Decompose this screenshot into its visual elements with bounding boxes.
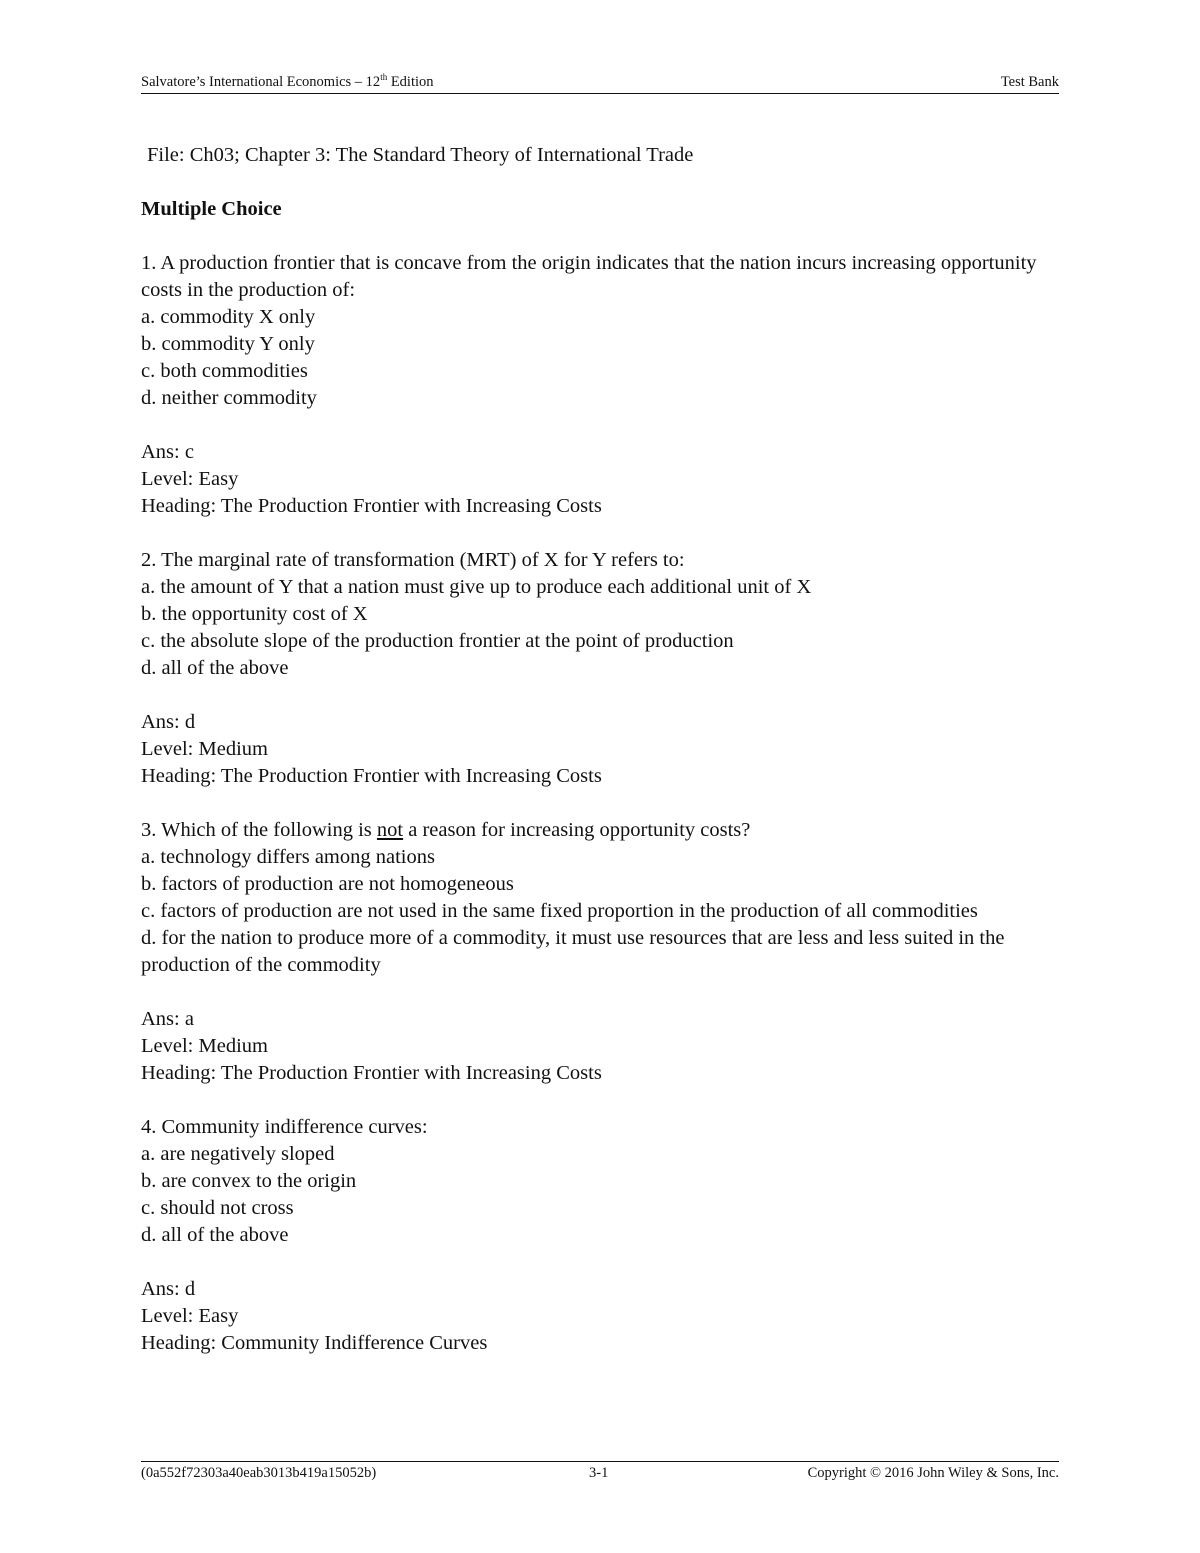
stem-part: a reason for increasing opportunity costs? [403,819,751,841]
answer-block-3 [141,1006,1071,1087]
page-number: 3-1 [589,1465,609,1481]
page-header [141,71,1059,94]
option-c: c. the absolute slope of the production frontier at the point of production [141,630,734,652]
header-title-sup: th [380,72,388,83]
option-d: d. neither commodity [141,387,317,409]
option-d: d. all of the above [141,657,289,679]
heading: Heading: The Production Frontier with Increasing Costs [141,1062,602,1084]
option-b: b. factors of production are not homogeneous [141,873,514,895]
level: Level: Easy [141,468,239,490]
answer: Ans: d [141,711,196,733]
question-stem: 2. The marginal rate of transformation (MRT) of X for Y refers to: [141,549,685,571]
page-footer [141,1461,1059,1482]
header-test-bank: Test Bank [1000,74,1059,90]
stem-underlined-word: not [376,819,404,841]
option-c: c. should not cross [141,1197,294,1219]
level: Level: Medium [141,1035,268,1057]
answer: Ans: c [141,441,194,463]
file-line: File: Ch03; Chapter 3: The Standard Theory of International Trade [147,144,694,166]
level: Level: Easy [141,1305,239,1327]
answer-block-4 [141,1276,1071,1357]
option-d: d. all of the above [141,1224,289,1246]
heading: Heading: The Production Frontier with Increasing Costs [141,495,602,517]
option-a: a. are negatively sloped [141,1143,335,1165]
header-book-title [141,72,434,91]
question-2 [141,547,1071,682]
document-body [141,142,1071,1384]
question-stem: 4. Community indifference curves: [141,1116,428,1138]
header-title-suffix: Edition [387,74,434,90]
question-stem [141,817,1071,844]
question-3 [141,817,1071,979]
question-stem: 1. A production frontier that is concave from the origin indicates that the nation incurs increasing opportunity costs in the production of: [141,252,1037,301]
heading: Heading: The Production Frontier with Increasing Costs [141,765,602,787]
option-b: b. commodity Y only [141,333,315,355]
answer-block-1 [141,439,1071,520]
answer: Ans: a [141,1008,194,1030]
section-heading: Multiple Choice [141,198,282,220]
question-1 [141,250,1071,412]
option-c: c. factors of production are not used in the same fixed proportion in the production of all commodities [141,900,978,922]
option-a: a. the amount of Y that a nation must give up to produce each additional unit of X [141,576,812,598]
heading: Heading: Community Indifference Curves [141,1332,488,1354]
footer-copyright: Copyright © 2016 John Wiley & Sons, Inc. [807,1465,1059,1481]
level: Level: Medium [141,738,268,760]
answer-block-2 [141,709,1071,790]
option-a: a. commodity X only [141,306,316,328]
option-b: b. are convex to the origin [141,1170,357,1192]
option-c: c. both commodities [141,360,308,382]
option-a: a. technology differs among nations [141,846,435,868]
answer: Ans: d [141,1278,196,1300]
option-d: d. for the nation to produce more of a commodity, it must use resources that are less and less suited in the production of the commodity [141,927,1005,976]
option-b: b. the opportunity cost of X [141,603,368,625]
footer-document-id: (0a552f72303a40eab3013b419a15052b) [141,1465,377,1481]
question-4 [141,1114,1071,1249]
header-title-main: Salvatore’s International Economics – 12 [141,74,381,90]
stem-part: 3. Which of the following is [141,819,377,841]
